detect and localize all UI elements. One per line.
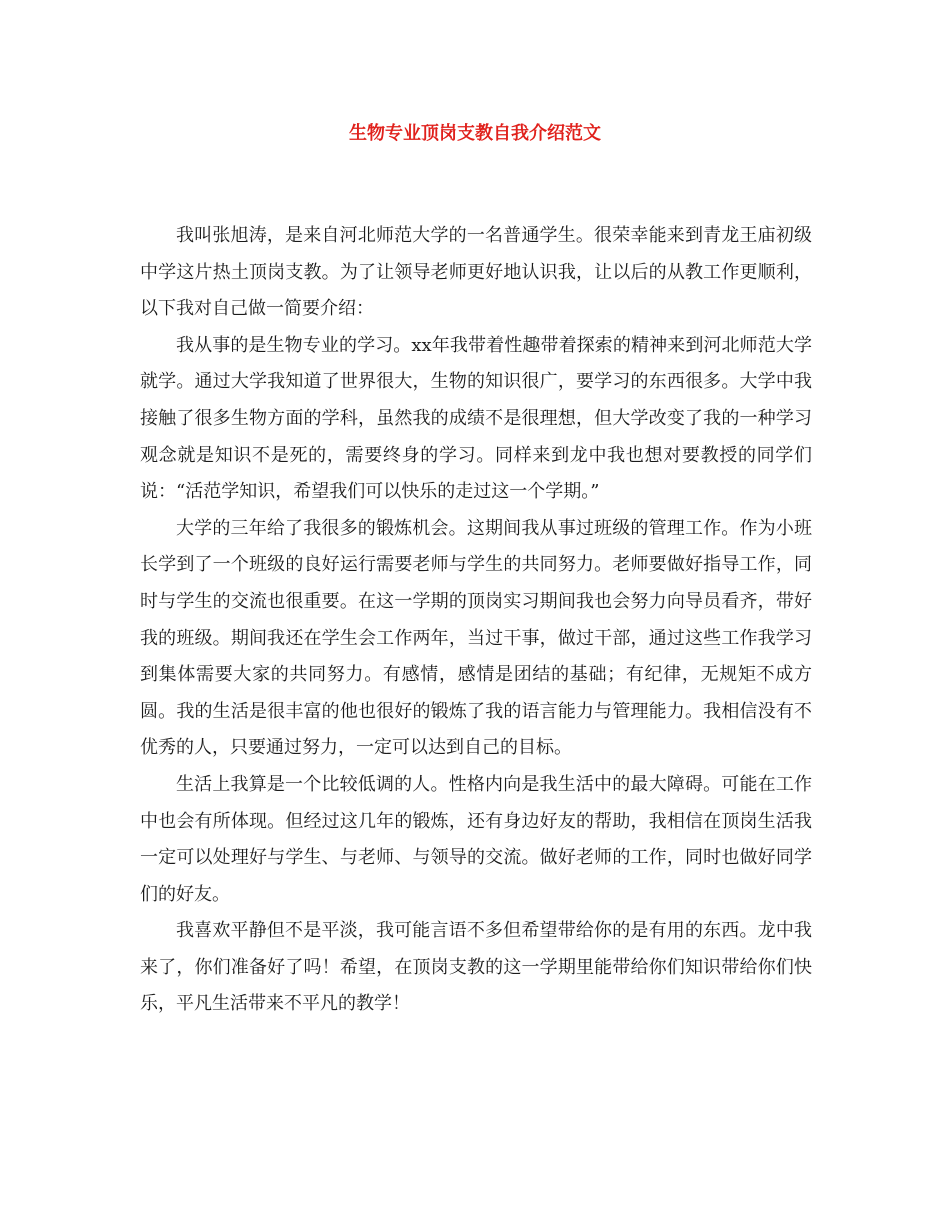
document-title: 生物专业顶岗支教自我介绍范文 [349, 123, 601, 144]
paragraph-closing: 我喜欢平静但不是平淡，我可能言语不多但希望带给你的是有用的东西。龙中我来了，你们准备好了吗！希望，在顶岗支教的这一学期里能带给你们知识带给你们快乐，平凡生活带来不平凡的教学！ [140, 920, 812, 1015]
paragraph-experience: 大学的三年给了我很多的锻炼机会。这期间我从事过班级的管理工作。作为小班长学到了一个班级的良好运行需要老师与学生的共同努力。老师要做好指导工作，同时与学生的交流也很重要。在这一学期的顶岗实习期间我也会努力向导员看齐，带好我的班级。期间我还在学生会工作两年，当过干事，做过干部，通过这些工作我学习到集体需要大家的共同努力。有感情，感情是团结的基础；有纪律，无规矩不成方圆。我的生活是很丰富的他也很好的锻炼了我的语言能力与管理能力。我相信没有不优秀的人，只要通过努力，一定可以达到自己的目标。 [140, 517, 812, 759]
paragraph-personality: 生活上我算是一个比较低调的人。性格内向是我生活中的最大障碍。可能在工作中也会有所体现。但经过这几年的锻炼，还有身边好友的帮助，我相信在顶岗生活我一定可以处理好与学生、与老师、与领导的交流。做好老师的工作，同时也做好同学们的好友。 [140, 773, 812, 905]
paragraph-major: 我从事的是生物专业的学习。xx年我带着性趣带着探索的精神来到河北师范大学就学。通过大学我知道了世界很大，生物的知识很广，要学习的东西很多。大学中我接触了很多生物方面的学科，虽然我的成绩不是很理想，但大学改变了我的一种学习观念就是知识不是死的，需要终身的学习。同样来到龙中我也想对要教授的同学们说：“活范学知识，希望我们可以快乐的走过这一个学期。” [140, 334, 812, 503]
paragraph-intro: 我叫张旭涛，是来自河北师范大学的一名普通学生。很荣幸能来到青龙王庙初级中学这片热土顶岗支教。为了让领导老师更好地认识我，让以后的从教工作更顺利，以下我对自己做一简要介绍： [140, 225, 812, 320]
document-body [140, 218, 812, 1023]
